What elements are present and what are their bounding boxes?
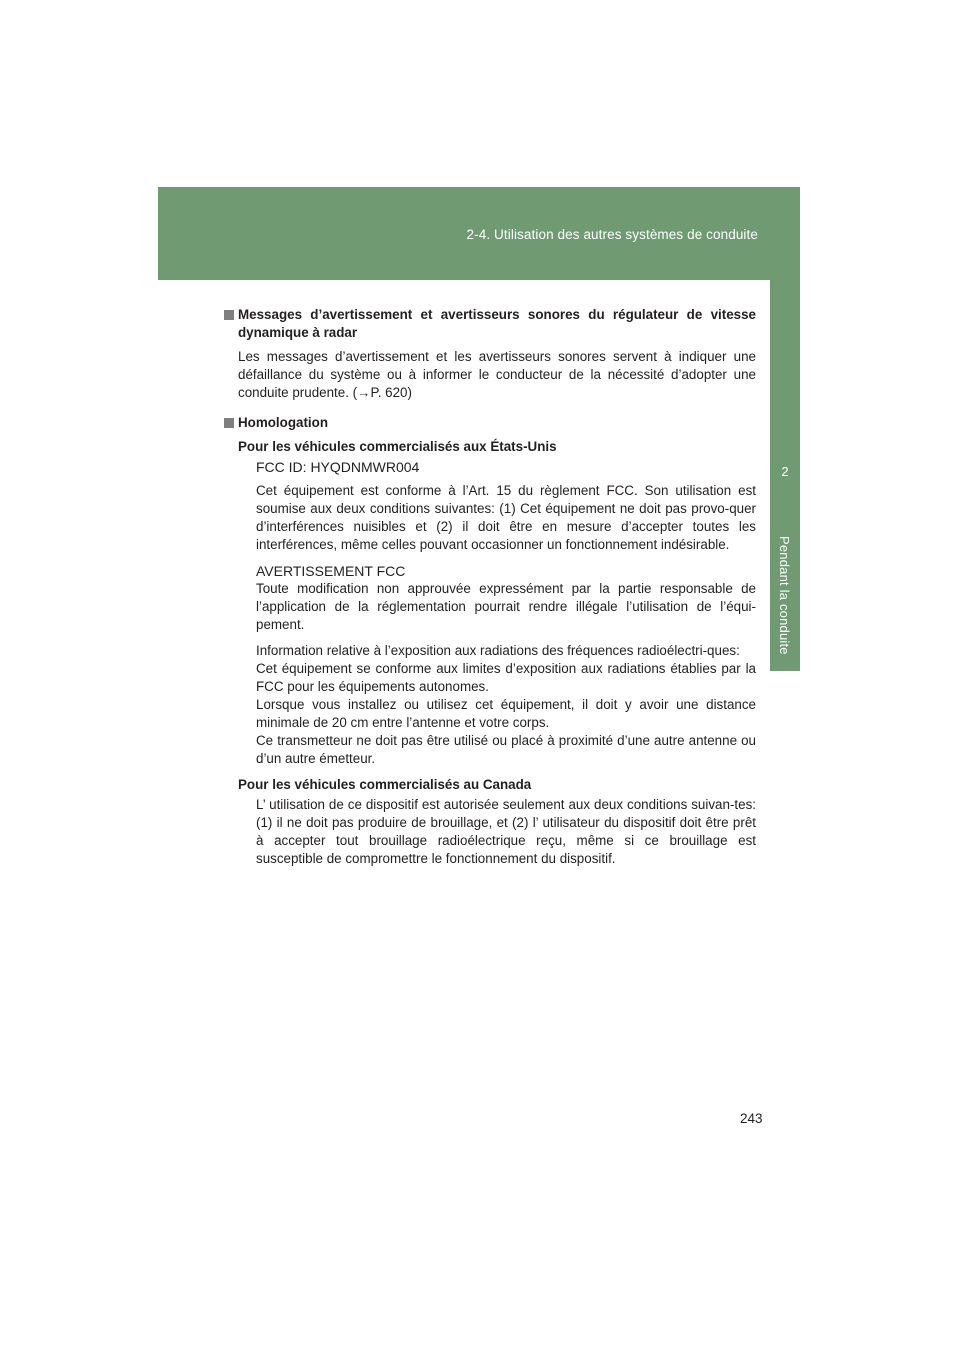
warning-body: Toute modification non approuvée expressément par la partie responsable de l’application de la réglementation pourrait rendre illégale l’utilisation de l’équi-pement. — [256, 581, 756, 632]
section-body: Les messages d’avertissement et les avertisseurs sonores servent à indiquer une défaillance du système ou à informer le conducteur de la nécessité d’adopter une conduite prudente. (→P. 620) — [238, 349, 756, 400]
warning-title: AVERTISSEMENT FCC — [256, 563, 406, 579]
us-subheading: Pour les véhicules commercialisés aux États-Unis — [238, 439, 557, 454]
chapter-side-tab — [770, 280, 800, 671]
section-title: 2-4. Utilisation des autres systèmes de conduite — [466, 227, 758, 242]
exposure-line: Lorsque vous installez ou utilisez cet équipement, il doit y avoir une distance minimale de 20 cm entre l’antenne et votre corps. — [256, 697, 756, 730]
ca-subheading: Pour les véhicules commercialisés au Canada — [238, 777, 532, 792]
page-content — [224, 306, 756, 876]
exposure-title: Information relative à l’exposition aux radiations des fréquences radioélectri-ques: — [256, 643, 740, 658]
exposure-line: Cet équipement se conforme aux limites d’exposition aux radiations établies par la FCC pour les équipements autonomes. — [256, 661, 756, 694]
ca-paragraph: L’ utilisation de ce dispositif est autorisée seulement aux deux conditions suivan-tes: (1) il ne doit pas produire de brouillage, et (2) l’ utilisateur du dispositif doit être prêt à accepter tout brouillage radioélectrique reçu, même si ce brouillage est susceptible de compromettre le fonctionnement du dispositif. — [256, 797, 756, 866]
section-heading — [224, 306, 756, 342]
header-band — [158, 187, 800, 280]
chapter-label: Pendant la conduite — [777, 536, 792, 655]
square-bullet-icon — [224, 418, 234, 428]
fcc-id: FCC ID: HYQDNMWR004 — [256, 459, 420, 475]
exposure-line: Ce transmetteur ne doit pas être utilisé ou placé à proximité d’une autre antenne ou d’un autre émetteur. — [256, 733, 756, 766]
page-number: 243 — [740, 1111, 763, 1126]
chapter-number: 2 — [781, 464, 789, 479]
section-heading — [224, 414, 756, 432]
us-paragraph: Cet équipement est conforme à l’Art. 15 du règlement FCC. Son utilisation est soumise aux deux conditions suivantes: (1) Cet équipement ne doit pas provo-quer d’interférences nuisibles et (2) il doit être en mesure d’accepter toutes les interférences, même celles pouvant occasionner un fonctionnement indésirable. — [256, 483, 756, 552]
section-heading-text: Homologation — [238, 415, 329, 430]
section-heading-text: Messages d’avertissement et avertisseurs sonores du régulateur de vitesse dynamique à radar — [238, 307, 756, 340]
square-bullet-icon — [224, 310, 234, 320]
